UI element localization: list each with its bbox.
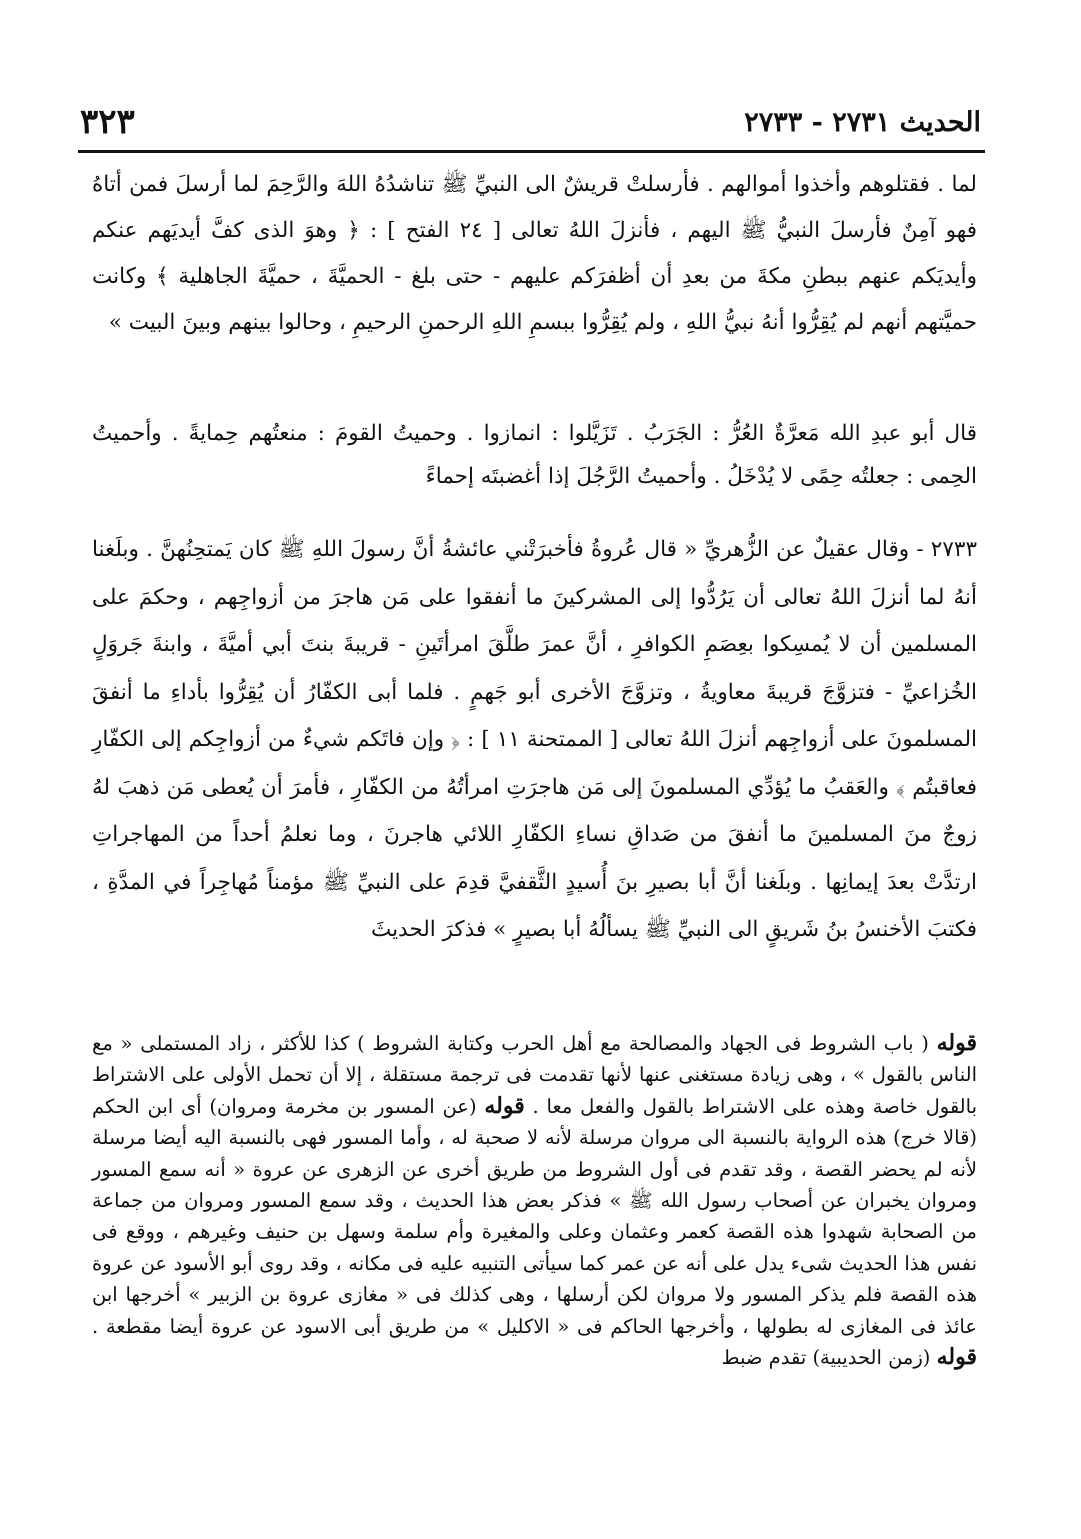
commentary-paragraph [92,1028,977,1373]
qawluhu-marker: قوله [484,1092,525,1119]
hadith-continuation-text: لما . فقتلوهم وأخذوا أموالهم . فأرسلتْ قريشٌ الى النبيِّ ﷺ تناشدُهُ اللهَ والرَّحِمَ لما أرسلَ فمن أتاهُ فهو آمِنٌ فأرسلَ النبيُّ ﷺ اليهم ، فأنزلَ اللهُ تعالى [ ٢٤ الفتح ] : ﴿ وهوَ الذى كفَّ أيديَهم عنكم وأيديَكم عنهم ببطنِ مكةَ من بعدِ أن أظفرَكم عليهم - حتى بلغ - الحميَّةَ ، حميَّةَ الجاهلية ﴾ وكانت حميَّتهم أنهم لم يُقِرُّوا أنهُ نبيُّ اللهِ ، ولم يُقِرُّوا ببسمِ اللهِ الرحمنِ الرحيمِ ، وحالوا بينهم وبينَ البيت » [92,172,977,335]
commentary-segment: (زمن الحديبية) تقدم ضبط [721,1346,931,1370]
commentary [92,1028,977,1373]
commentary-segment: ( باب الشروط فى الجهاد والمصالحة مع أهل الحرب وكتابة الشروط ) كذا للأكثر ، زاد المستملى « مع الناس بالقول » ، وهى زيادة مستغنى عنها لأنها تقدمت فى ترجمة مستقلة ، إلا أن تحمل الأولى على الاشتراط بالقول خاصة وهذه على الاشتراط بالقول والفعل معا . [92,1032,977,1118]
abu-abdillah-note-text: قال أبو عبدِ الله مَعرَّةٌ العُرُّ : الجَرَبُ . تَزَيَّلوا : انمازوا . وحميتُ القومَ : منعتُهم حِمايةً . وأحميتُ الحِمى : جعلتُه حِمًى لا يُدْخَلُ . وأحميتُ الرَّجُلَ إذا أغضبتَه إحماءً [92,421,977,489]
hadith-continuation [92,162,977,346]
hadith-2733 [92,526,977,954]
page-header [80,96,981,148]
abu-abdillah-note [92,412,977,498]
running-title: الحديث ٢٧٣١ - ٢٧٣٣ [744,106,981,138]
header-rule [78,150,985,153]
page-number: ٣٢٣ [80,102,135,142]
qawluhu-marker: قوله [936,1344,977,1371]
qawluhu-marker: قوله [936,1030,977,1056]
hadith-2733-text: ٢٧٣٣ - وقال عقيلٌ عن الزُّهريِّ « قال عُروةُ فأخبرَتْني عائشةُ أنَّ رسولَ اللهِ ﷺ كان يَمتحِنُهنَّ . وبلَغنا أنهُ لما أنزلَ اللهُ تعالى أن يَرُدُّوا إلى المشركينَ ما أنفقوا على مَن هاجرَ من أزواجِهم ، وحكمَ على المسلمين أن لا يُمسِكوا بعِصَمِ الكوافرِ ، أنَّ عمرَ طلَّقَ امرأتَينِ - قريبةَ بنتَ أبي أميَّةَ ، وابنةَ جَروَلٍ الخُزاعيِّ - فتزوَّجَ قريبةَ معاويةُ ، وتزوَّجَ الأخرى أبو جَهمٍ . فلما أبى الكفّارُ أن يُقِرُّوا بأداءِ ما أنفقَ المسلمونَ على أزواجِهم أنزلَ اللهُ تعالى [ الممتحنة ١١ ] : ﴿ وإن فاتَكم شيءٌ من أزواجِكم إلى الكفّارِ فعاقبتُم ﴾ والعَقبُ ما يُؤدِّي المسلمونَ إلى مَن هاجرَتِ امرأتُهُ من الكفّارِ ، فأمرَ أن يُعطى مَن ذهبَ لهُ زوجٌ منَ المسلمينَ ما أنفقَ من صَداقِ نساءِ الكفّارِ اللائي هاجرنَ ، وما نعلمُ أحداً من المهاجراتِ ارتدَّتْ بعدَ إيمانِها . وبلَغنا أنَّ أبا بصيرِ بنَ أُسيدٍ الثَّقفيَّ قدِمَ على النبيِّ ﷺ مؤمناً مُهاجِراً في المدَّةِ ، فكتبَ الأخنسُ بنُ شَريقٍ الى النبيِّ ﷺ يسألُهُ أبا بصيرٍ » فذكرَ الحديثَ [92,537,977,942]
commentary-segment: (عن المسور بن مخرمة ومروان) أى ابن الحكم (قالا خرج) هذه الرواية بالنسبة الى مروان مرسلة لأنه لا صحبة له ، وأما المسور فهى بالنسبة اليه أيضا مرسلة لأنه لم يحضر القصة ، وقد تقدم فى أول الشروط من طريق أخرى عن الزهرى عن عروة « أنه سمع المسور ومروان يخبران عن أصحاب رسول الله ﷺ » فذكر بعض هذا الحديث ، وقد سمع المسور ومروان من جماعة من الصحابة شهدوا هذه القصة كعمر وعثمان وعلى والمغيرة وأم سلمة وسهل بن حنيف وغيرهم ، ووقع فى نفس هذا الحديث شىء يدل على أنه عن عمر كما سيأتى التنبيه عليه فى مكانه ، وقد روى أبو الأسود عن عروة هذه القصة فلم يذكر المسور ولا مروان لكن أرسلها ، وهى كذلك فى « مغازى عروة بن الزبير » أخرجها ابن عائذ فى المغازى له بطولها ، وأخرجها الحاكم فى « الاكليل » من طريق أبى الاسود عن عروة أيضا مقطعة . [92,1094,977,1338]
